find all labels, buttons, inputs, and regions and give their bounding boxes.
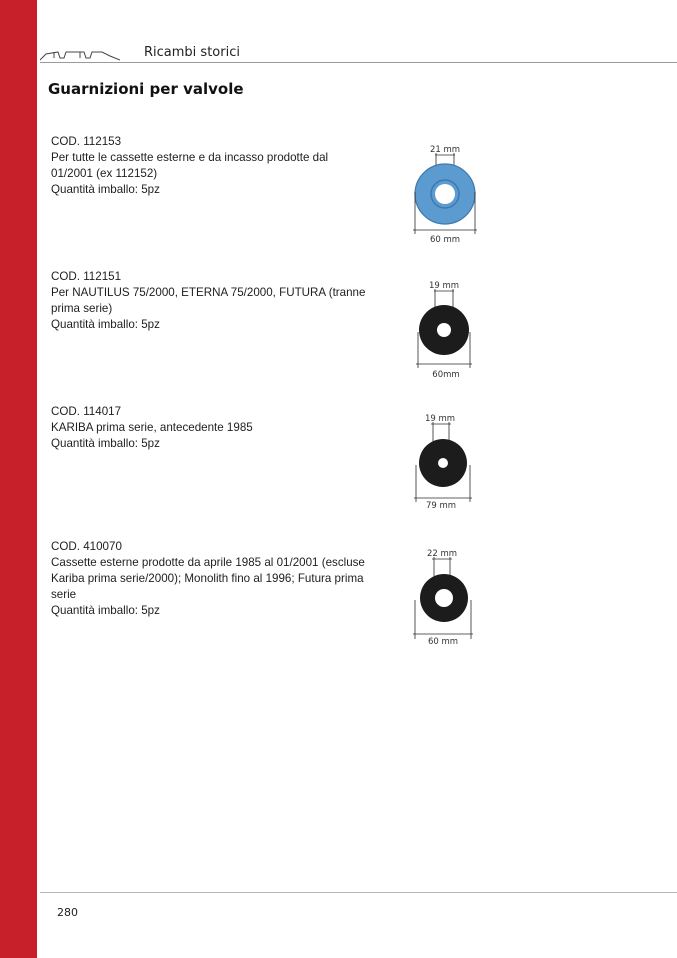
- product-code: COD. 410070: [51, 540, 122, 553]
- gasket-hole: [435, 589, 453, 607]
- page-title: Guarnizioni per valvole: [48, 80, 244, 98]
- outer-diameter-label: 79 mm: [425, 501, 457, 511]
- section-title: Ricambi storici: [144, 45, 240, 60]
- product-entry: [51, 539, 371, 619]
- gasket-image: [405, 276, 485, 384]
- product-packaging: Quantità imballo: 5pz: [51, 318, 160, 331]
- gasket-hole: [438, 458, 448, 468]
- inner-diameter-label: 22 mm: [426, 549, 458, 559]
- gasket-hole: [435, 184, 455, 204]
- footer-divider: [40, 892, 677, 893]
- inner-diameter-label: 21 mm: [429, 145, 461, 155]
- product-code: COD. 114017: [51, 405, 122, 418]
- inner-diameter-label: 19 mm: [424, 414, 456, 424]
- gasket-hole: [437, 323, 451, 337]
- outer-diameter-label: 60mm: [432, 370, 460, 380]
- outer-diameter-label: 60 mm: [427, 637, 459, 647]
- product-description: KARIBA prima serie, antecedente 1985: [51, 421, 253, 434]
- brand-logo-icon: [40, 44, 120, 64]
- gasket-image: [405, 545, 485, 653]
- product-entry: [51, 269, 371, 333]
- product-code: COD. 112153: [51, 135, 122, 148]
- page-number: 280: [57, 906, 78, 919]
- outer-diameter-label: 60 mm: [429, 235, 461, 245]
- product-packaging: Quantità imballo: 5pz: [51, 604, 160, 617]
- product-entry: [51, 404, 371, 452]
- product-packaging: Quantità imballo: 5pz: [51, 437, 160, 450]
- side-color-bar: [0, 0, 37, 958]
- page-header: [40, 44, 677, 66]
- inner-diameter-label: 19 mm: [428, 281, 460, 291]
- gasket-image: [405, 410, 485, 518]
- product-description: Per tutte le cassette esterne e da incasso prodotte dal 01/2001 (ex 112152): [51, 151, 329, 180]
- product-entry: [51, 134, 371, 198]
- gasket-image: [405, 140, 485, 248]
- header-divider: [40, 62, 677, 63]
- product-description: Cassette esterne prodotte da aprile 1985 al 01/2001 (escluse Kariba prima serie/2000); Monolith fino al 1996; Futura prima serie: [51, 556, 365, 601]
- product-packaging: Quantità imballo: 5pz: [51, 183, 160, 196]
- product-code: COD. 112151: [51, 270, 122, 283]
- product-description: Per NAUTILUS 75/2000, ETERNA 75/2000, FUTURA (tranne prima serie): [51, 286, 366, 315]
